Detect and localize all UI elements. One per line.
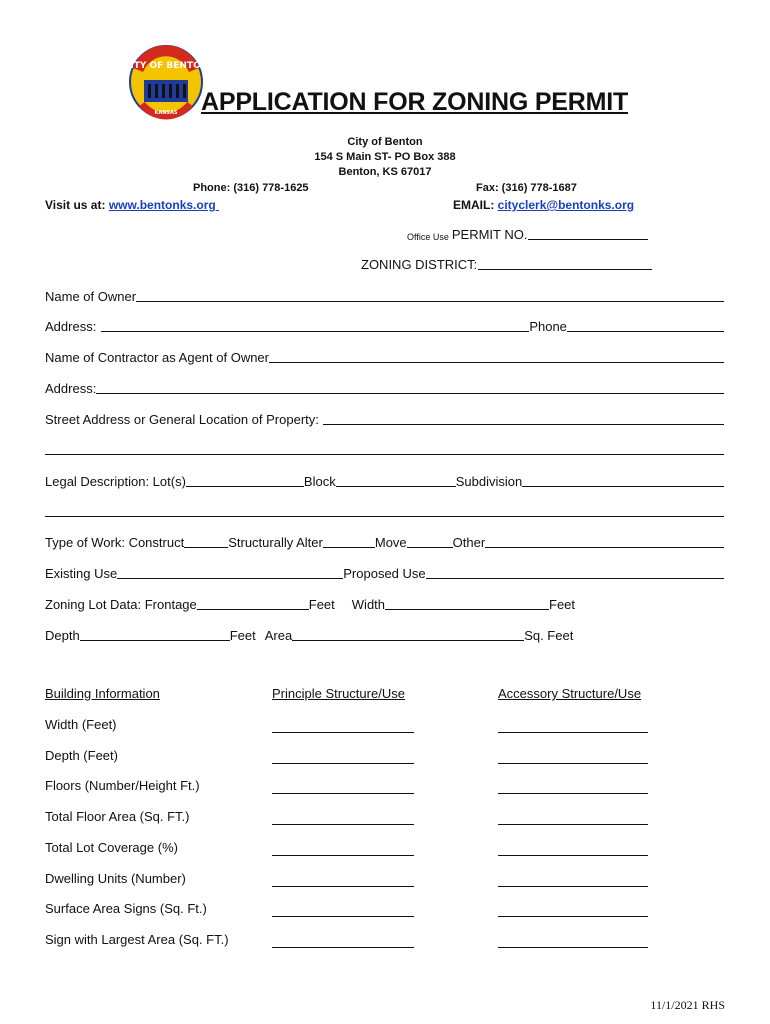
- owner-name-label: Name of Owner: [45, 289, 137, 304]
- address-line-1: City of Benton: [347, 136, 423, 148]
- existing-use-label: Existing Use: [45, 566, 118, 581]
- bi-floor-area-accessory-field[interactable]: [498, 824, 648, 825]
- bi-row-width-label: Width (Feet): [45, 717, 117, 732]
- structurally-alter-label: Structurally Alter: [228, 535, 323, 550]
- zoning-district-label: ZONING DISTRICT:: [361, 257, 478, 272]
- owner-name-field[interactable]: [136, 288, 724, 302]
- email-row: [453, 198, 634, 212]
- type-of-work-label: Type of Work: Construct: [45, 535, 185, 550]
- block-field[interactable]: [336, 473, 456, 487]
- permit-no-field[interactable]: [528, 226, 648, 240]
- bi-row-floor-area-label: Total Floor Area (Sq. FT.): [45, 809, 190, 824]
- email-label: EMAIL:: [453, 198, 495, 212]
- frontage-field[interactable]: [197, 596, 309, 610]
- proposed-use-field[interactable]: [426, 565, 724, 579]
- address2-row: [45, 378, 724, 396]
- address2-label: Address:: [45, 381, 97, 396]
- width-feet-label: Feet: [549, 597, 576, 612]
- contractor-label: Name of Contractor as Agent of Owner: [45, 350, 269, 365]
- bi-row-depth-label: Depth (Feet): [45, 748, 118, 763]
- type-of-work-row: [45, 532, 724, 550]
- legal-description-label: Legal Description: Lot(s): [45, 474, 186, 489]
- fax-text: Fax: (316) 778-1687: [476, 182, 577, 194]
- address-row: [45, 316, 724, 334]
- street-address-field[interactable]: [323, 411, 724, 425]
- street-address-row: [45, 409, 724, 427]
- bi-surface-signs-accessory-field[interactable]: [498, 916, 648, 917]
- bi-surface-signs-principle-field[interactable]: [272, 916, 414, 917]
- owner-name-row: [45, 286, 724, 304]
- principle-structure-heading: Principle Structure/Use: [272, 686, 405, 701]
- depth-feet-label: Feet: [229, 628, 256, 643]
- bi-depth-accessory-field[interactable]: [498, 763, 648, 764]
- address-field[interactable]: [101, 318, 529, 332]
- frontage-feet-label: Feet: [308, 597, 335, 612]
- office-use-label: Office Use: [407, 232, 449, 242]
- structurally-alter-field[interactable]: [323, 534, 375, 548]
- subdivision-label: Subdivision: [455, 474, 523, 489]
- phone-field[interactable]: [567, 318, 724, 332]
- zoning-district-row: [361, 256, 652, 272]
- move-label: Move: [374, 535, 407, 550]
- legal-description-row: [45, 471, 724, 489]
- address-line-3: Benton, KS 67017: [338, 166, 432, 178]
- depth-field[interactable]: [80, 627, 230, 641]
- existing-use-field[interactable]: [117, 565, 343, 579]
- bi-lot-coverage-principle-field[interactable]: [272, 855, 414, 856]
- bi-largest-sign-accessory-field[interactable]: [498, 947, 648, 948]
- move-field[interactable]: [407, 534, 453, 548]
- accessory-structure-heading: Accessory Structure/Use: [498, 686, 642, 701]
- contractor-field[interactable]: [269, 349, 724, 363]
- bi-floor-area-principle-field[interactable]: [272, 824, 414, 825]
- depth-area-row: [45, 625, 724, 643]
- city-seal-logo: [123, 44, 209, 120]
- permit-no-label: PERMIT NO.: [451, 227, 528, 242]
- lots-field[interactable]: [186, 473, 304, 487]
- bi-width-accessory-field[interactable]: [498, 732, 648, 733]
- page-title: APPLICATION FOR ZONING PERMIT: [201, 88, 629, 116]
- sq-feet-label: Sq. Feet: [524, 628, 574, 643]
- building-info-heading: Building Information: [45, 686, 160, 701]
- bi-depth-principle-field[interactable]: [272, 763, 414, 764]
- bi-dwelling-units-accessory-field[interactable]: [498, 886, 648, 887]
- other-label: Other: [452, 535, 486, 550]
- bi-lot-coverage-accessory-field[interactable]: [498, 855, 648, 856]
- street-address-field-2[interactable]: [45, 454, 724, 455]
- bi-dwelling-units-principle-field[interactable]: [272, 886, 414, 887]
- zoning-lot-data-label: Zoning Lot Data: Frontage: [45, 597, 197, 612]
- block-label: Block: [303, 474, 336, 489]
- address-line-2: 154 S Main ST- PO Box 388: [314, 151, 456, 163]
- phone-label: Phone: [529, 319, 567, 334]
- construct-field[interactable]: [184, 534, 228, 548]
- logo-text-bottom: KANSAS: [154, 110, 178, 116]
- bi-row-largest-sign-label: Sign with Largest Area (Sq. FT.): [45, 932, 229, 947]
- logo-text-top: CITY OF BENTON: [123, 61, 209, 71]
- website-link[interactable]: www.bentonks.org: [108, 198, 216, 212]
- bi-row-dwelling-units-label: Dwelling Units (Number): [45, 871, 186, 886]
- contractor-row: [45, 347, 724, 365]
- address2-field[interactable]: [96, 380, 724, 394]
- email-link[interactable]: cityclerk@bentonks.org: [497, 198, 635, 212]
- area-field[interactable]: [292, 627, 524, 641]
- area-label: Area: [264, 628, 293, 643]
- subdivision-field[interactable]: [522, 473, 724, 487]
- street-address-label: Street Address or General Location of Property:: [45, 412, 319, 427]
- bi-floors-principle-field[interactable]: [272, 793, 414, 794]
- bi-largest-sign-principle-field[interactable]: [272, 947, 414, 948]
- revision-footer: 11/1/2021 RHS: [650, 998, 725, 1012]
- zoning-district-field[interactable]: [478, 256, 652, 270]
- proposed-use-label: Proposed Use: [343, 566, 426, 581]
- bi-row-lot-coverage-label: Total Lot Coverage (%): [45, 840, 178, 855]
- visit-us-row: [45, 198, 219, 212]
- bi-row-surface-signs-label: Surface Area Signs (Sq. Ft.): [45, 901, 207, 916]
- legal-description-field-2[interactable]: [45, 516, 724, 517]
- width-label: Width: [351, 597, 386, 612]
- width-field[interactable]: [385, 596, 549, 610]
- bi-width-principle-field[interactable]: [272, 732, 414, 733]
- other-field[interactable]: [485, 534, 724, 548]
- visit-label: Visit us at:: [45, 198, 106, 212]
- bi-floors-accessory-field[interactable]: [498, 793, 648, 794]
- address-label: Address:: [45, 319, 97, 334]
- zoning-lot-data-row: [45, 594, 724, 612]
- use-row: [45, 563, 724, 581]
- phone-text: Phone: (316) 778-1625: [193, 182, 309, 194]
- bi-row-floors-label: Floors (Number/Height Ft.): [45, 778, 200, 793]
- depth-label: Depth: [45, 628, 80, 643]
- permit-no-row: [407, 226, 648, 242]
